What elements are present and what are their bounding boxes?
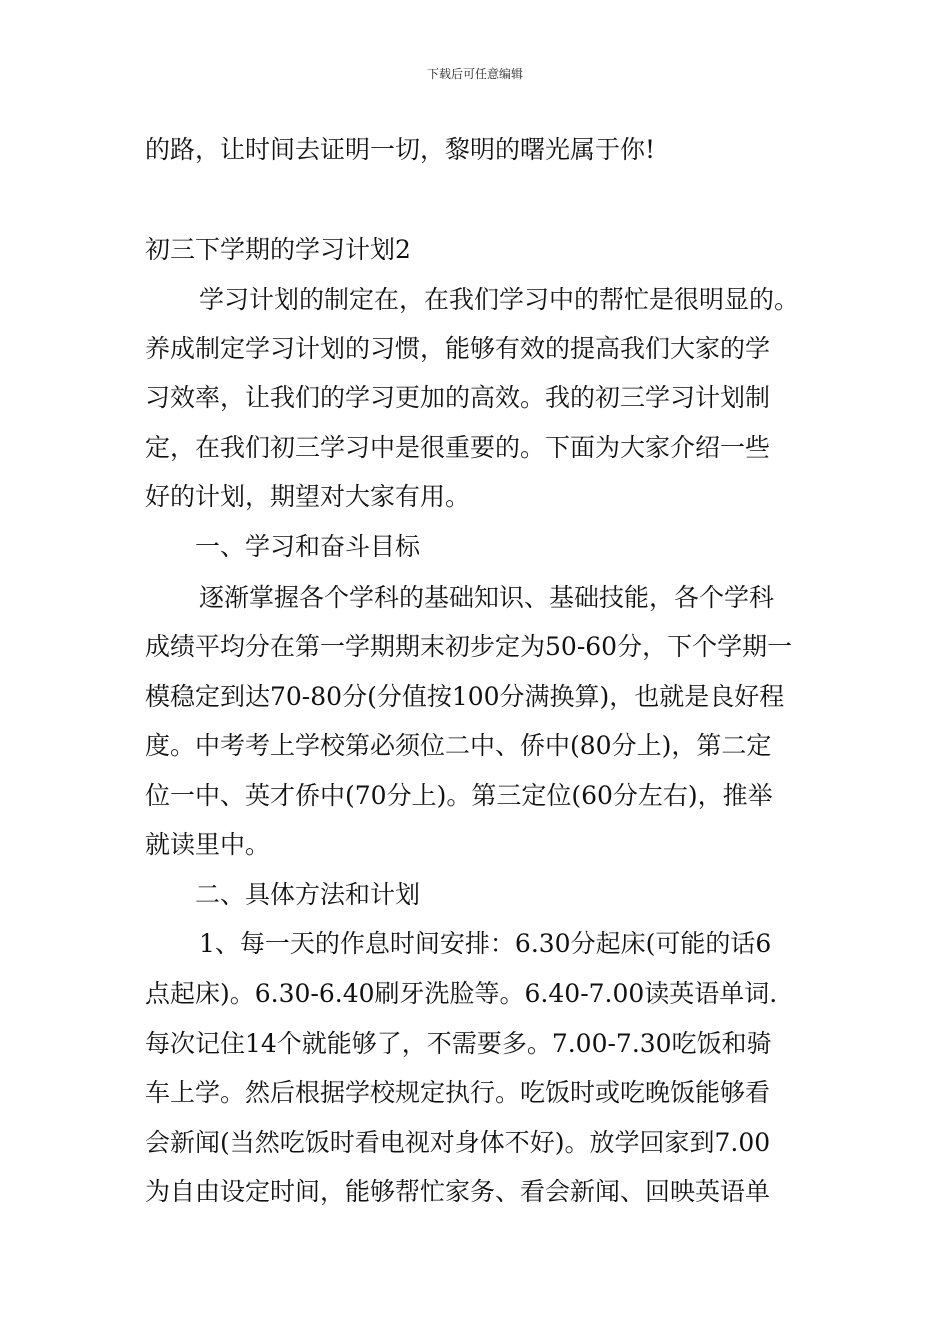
text-line-1: 的路，让时间去证明一切，黎明的曙光属于你! xyxy=(145,135,656,164)
paragraph-line: 就读里中。 xyxy=(145,830,271,859)
section-title: 初三下学期的学习计划2 xyxy=(145,235,411,264)
paragraph-line: 模稳定到达70-80分(分值按100分满换算)，也就是良好程 xyxy=(145,682,785,711)
paragraph-line: 车上学。然后根据学校规定执行。吃饭时或吃晚饭能够看 xyxy=(145,1078,771,1107)
paragraph-line: 点起床)。6.30-6.40刷牙洗脸等。6.40-7.00读英语单词. xyxy=(145,979,778,1008)
paragraph-line: 为自由设定时间，能够帮忙家务、看会新闻、回映英语单 xyxy=(145,1177,771,1206)
paragraph-line: 养成制定学习计划的习惯，能够有效的提高我们大家的学 xyxy=(145,334,771,363)
paragraph-line: 逐渐掌握各个学科的基础知识、基础技能，各个学科 xyxy=(199,583,775,612)
paragraph-line: 位一中、英才侨中(70分上)。第三定位(60分左右)，推举 xyxy=(145,781,773,810)
paragraph-line: 成绩平均分在第一学期期末初步定为50-60分，下个学期一 xyxy=(145,632,793,661)
paragraph-line: 学习计划的制定在，在我们学习中的帮忙是很明显的。 xyxy=(199,285,800,314)
paragraph-line: 每次记住14个就能够了，不需要多。7.00-7.30吃饭和骑 xyxy=(145,1029,772,1058)
paragraph-line: 习效率，让我们的学习更加的高效。我的初三学习计划制 xyxy=(145,383,771,412)
paragraph-line: 1、每一天的作息时间安排：6.30分起床(可能的话6 xyxy=(199,929,772,958)
page-header: 下载后可任意编辑 xyxy=(426,67,523,81)
subheading-methods: 二、具体方法和计划 xyxy=(195,880,421,909)
paragraph-line: 定，在我们初三学习中是很重要的。下面为大家介绍一些 xyxy=(145,433,771,462)
paragraph-line: 好的计划，期望对大家有用。 xyxy=(145,482,471,511)
subheading-goals: 一、学习和奋斗目标 xyxy=(195,532,421,561)
paragraph-line: 会新闻(当然吃饭时看电视对身体不好)。放学回家到7.00 xyxy=(145,1128,771,1157)
paragraph-line: 度。中考考上学校第必须位二中、侨中(80分上)，第二定 xyxy=(145,731,772,760)
